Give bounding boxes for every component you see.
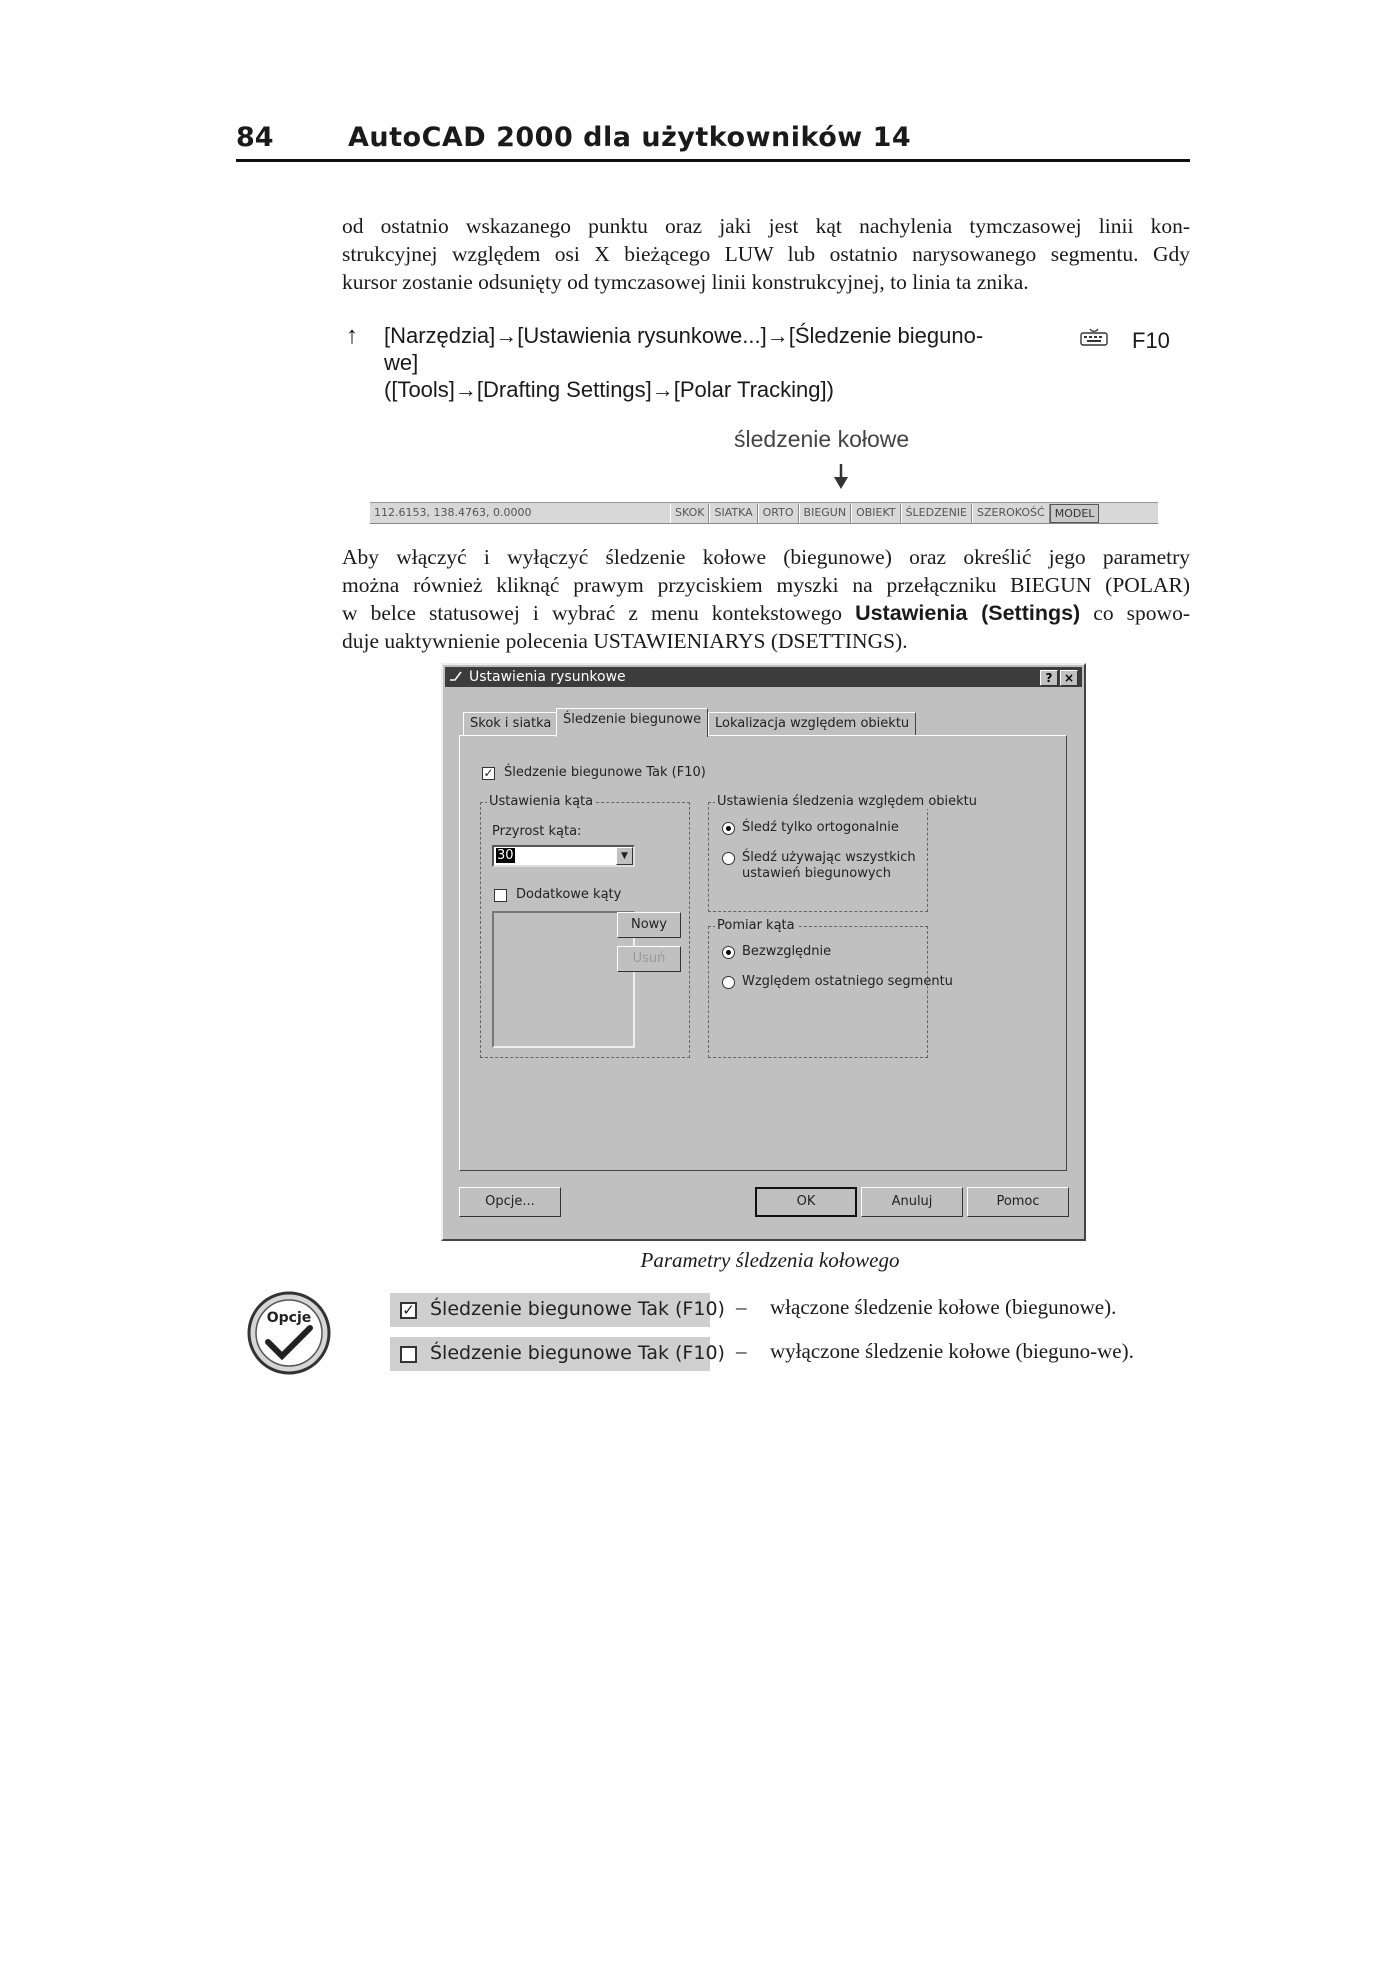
- page-number: 84: [236, 122, 274, 153]
- paragraph-line: strukcyjnej względem osi X bieżącego LUW lub ostatnio narysowanego segmentu. Gdy: [342, 242, 1190, 266]
- relative-radio[interactable]: [722, 976, 735, 989]
- dash: –: [736, 1295, 747, 1319]
- increment-angle-value: 30: [497, 848, 514, 863]
- track-all-polar-label: Śledź używając wszystkich: [742, 850, 916, 865]
- app-icon: [449, 670, 463, 682]
- increment-angle-select[interactable]: [492, 845, 635, 867]
- paragraph-line: można również kliknąć prawym przyciskiem myszki na przełączniku BIEGUN (POLAR): [342, 573, 1190, 597]
- checkbox-checked-icon: ✓: [400, 1302, 417, 1319]
- option-description-text: włączone śledzenie kołowe (biegunowe).: [770, 1295, 1117, 1319]
- increment-label: Przyrost kąta:: [492, 824, 582, 839]
- status-toggle-lweight[interactable]: SZEROKOŚĆ: [972, 504, 1050, 523]
- group-caption: Ustawienia śledzenia względem obiektu: [717, 794, 977, 809]
- down-arrow-icon: [833, 464, 849, 490]
- paragraph-line: [342, 599, 1190, 627]
- option-example-on: [390, 1293, 725, 1327]
- tab-polar-tracking[interactable]: Śledzenie biegunowe: [556, 708, 708, 737]
- menu-path-line: [Narzędzia]→[Ustawienia rysunkowe...]→[Śledzenie biegunо-: [384, 323, 984, 348]
- paragraph-line: od ostatnio wskazanego punktu oraz jaki jest kąt nachylenia tymczasowej linii kon-: [342, 214, 1190, 238]
- status-toggle-grid[interactable]: SIATKA: [709, 504, 757, 523]
- status-toggle-snap[interactable]: SKOK: [670, 504, 709, 523]
- dialog-titlebar[interactable]: [445, 667, 1082, 687]
- delete-angle-button[interactable]: Usuń: [617, 946, 681, 972]
- keyboard-icon: [1080, 328, 1108, 346]
- book-title: AutoCAD 2000 dla użytkowników 14: [348, 122, 912, 153]
- tab-snap-grid[interactable]: Skok i siatka: [463, 712, 558, 735]
- polar-on-label: Śledzenie biegunowe Tak (F10): [504, 765, 706, 780]
- paragraph-line: duje uaktywnienie polecenia USTAWIENIARYS (DSETTINGS).: [342, 629, 908, 653]
- menu-path-line: we]: [384, 350, 419, 375]
- status-toggle-model[interactable]: MODEL: [1050, 504, 1100, 523]
- extra-angles-label: Dodatkowe kąty: [516, 887, 622, 902]
- track-all-polar-label: ustawień biegunowych: [742, 866, 891, 881]
- polar-tracking-label: śledzenie kołowe: [734, 426, 910, 452]
- status-toggle-otrack[interactable]: ŚLEDZENIE: [901, 504, 972, 523]
- relative-label: Względem ostatniego segmentu: [742, 974, 953, 989]
- status-bar: [370, 502, 1158, 524]
- tab-object-snap[interactable]: Lokalizacja względem obiektu: [708, 712, 916, 735]
- status-toggle-ortho[interactable]: ORTO: [758, 504, 799, 523]
- new-angle-button[interactable]: Nowy: [617, 912, 681, 938]
- status-toggle-osnap[interactable]: OBIEKT: [851, 504, 900, 523]
- menu-arrow-icon: ↑: [346, 322, 358, 349]
- polar-on-checkbox[interactable]: ✓: [483, 766, 494, 780]
- paragraph-line: kursor zostanie odsunięty od tymczasowej linii konstrukcyjnej, to linia ta znika.: [342, 270, 1029, 294]
- intro-paragraph: [342, 212, 1190, 296]
- absolute-label: Bezwzględnie: [742, 944, 832, 959]
- track-all-polar-radio[interactable]: [722, 852, 735, 865]
- tab-panel: [459, 735, 1067, 1171]
- option-example-off: [390, 1337, 725, 1371]
- figure-caption: Parametry śledzenia kołowego: [640, 1248, 900, 1272]
- option-description-text: wyłączone śledzenie kołowe (bieguno-we).: [770, 1339, 1134, 1363]
- help-button[interactable]: Pomoc: [967, 1187, 1069, 1217]
- status-coordinates: 112.6153, 138.4763, 0.0000: [374, 506, 532, 519]
- close-icon[interactable]: ×: [1060, 670, 1078, 686]
- dash: –: [736, 1339, 747, 1363]
- status-toggle-polar[interactable]: BIEGUN: [799, 504, 852, 523]
- ok-button[interactable]: OK: [755, 1187, 857, 1217]
- extra-angles-checkbox[interactable]: [494, 889, 507, 902]
- chevron-down-icon[interactable]: ▼: [616, 847, 633, 865]
- paragraph-line: Aby włączyć i wyłączyć śledzenie kołowe (biegunowe) oraz określić jego parametry: [342, 545, 1190, 569]
- paragraph-text: w belce statusowej i wybrać z menu kontekstowego: [342, 601, 856, 625]
- dialog-title: Ustawienia rysunkowe: [469, 669, 626, 685]
- options-button[interactable]: Opcje...: [459, 1187, 561, 1217]
- option-label: Śledzenie biegunowe Tak (F10): [430, 1298, 725, 1320]
- checkbox-unchecked-icon: [400, 1346, 417, 1363]
- status-toggles: [670, 504, 1099, 523]
- help-icon[interactable]: ?: [1040, 670, 1058, 686]
- cancel-button[interactable]: Anuluj: [861, 1187, 963, 1217]
- running-header: [236, 122, 1190, 162]
- absolute-radio[interactable]: [722, 946, 735, 959]
- options-badge-label: Opcje: [266, 1310, 312, 1326]
- extra-angles-list[interactable]: [492, 911, 635, 1048]
- group-caption: Ustawienia kąta: [489, 794, 594, 809]
- track-ortho-radio[interactable]: [722, 822, 735, 835]
- settings-paragraph: [342, 543, 1190, 655]
- paragraph-text: co spowo-: [1080, 601, 1190, 625]
- drafting-settings-dialog: [441, 663, 1086, 1241]
- group-caption: Pomiar kąta: [717, 918, 795, 933]
- options-badge-icon: [246, 1290, 332, 1376]
- shortcut-key: F10: [1132, 328, 1170, 353]
- option-label: Śledzenie biegunowe Tak (F10): [430, 1342, 725, 1364]
- settings-menu-reference: Ustawienia (Settings): [855, 601, 1081, 625]
- menu-path-line-english: ([Tools]→[Drafting Settings]→[Polar Tracking]): [384, 377, 834, 402]
- track-ortho-label: Śledź tylko ortogonalnie: [742, 820, 899, 835]
